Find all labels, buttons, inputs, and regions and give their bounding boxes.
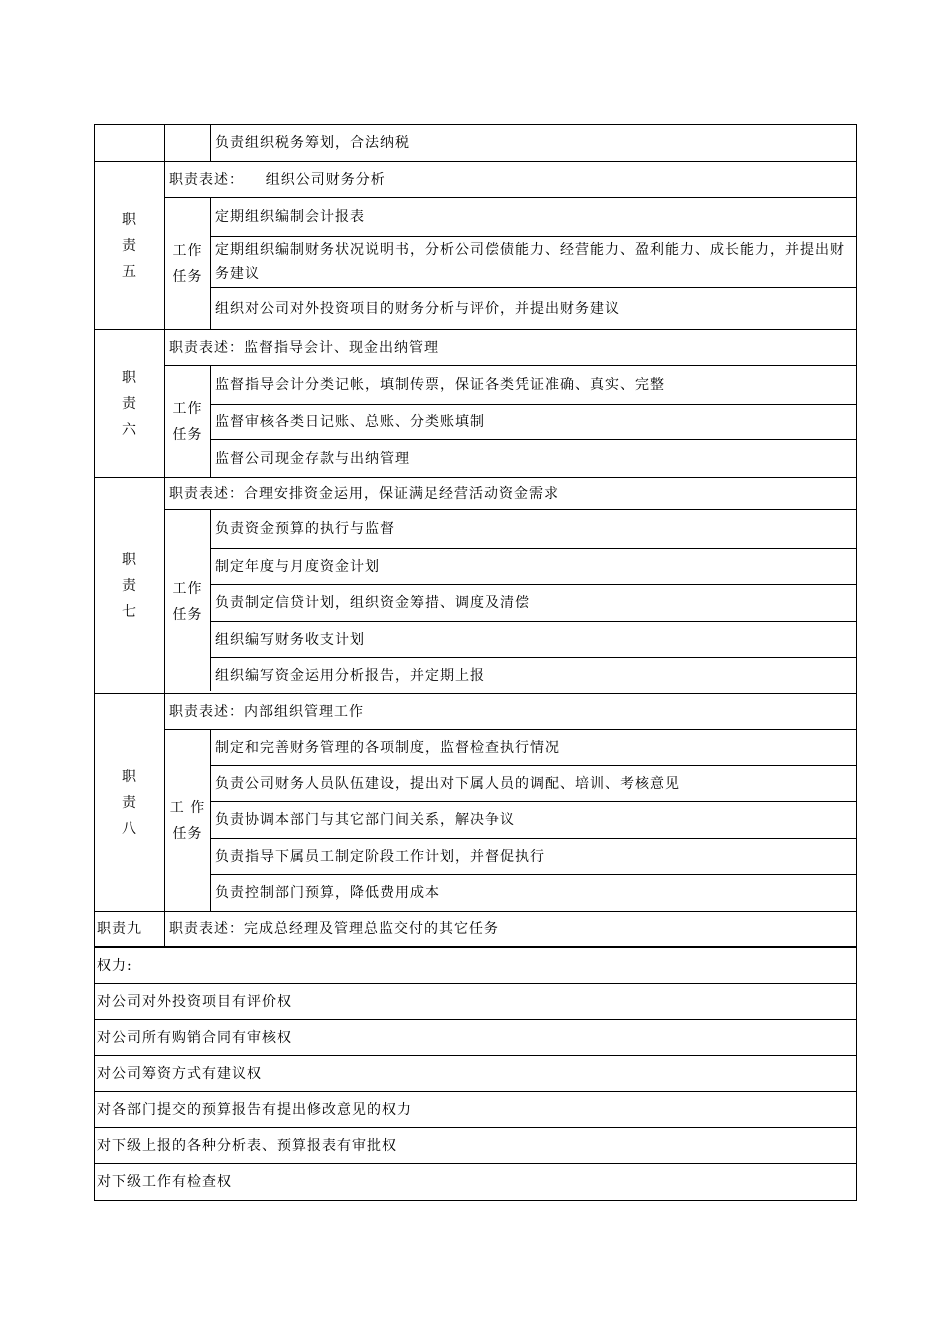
duty7-label-char-3: 七 bbox=[122, 603, 137, 620]
duty8-task-1: 制定和完善财务管理的各项制度，监督检查执行情况 bbox=[215, 739, 560, 756]
duty5-task-3: 组织对公司对外投资项目的财务分析与评价，并提出财务建议 bbox=[215, 300, 620, 317]
power-item-3: 对公司筹资方式有建议权 bbox=[97, 1065, 262, 1082]
duty8-task-label-line-2: 任务 bbox=[172, 825, 203, 842]
duty6-task-1: 监督指导会计分类记帐，填制传票，保证各类凭证准确、真实、完整 bbox=[215, 377, 665, 393]
duty6-label-char-2: 责 bbox=[122, 395, 137, 412]
duty7-task-5: 组织编写资金运用分析报告，并定期上报 bbox=[215, 667, 485, 684]
duty5-task-2: 定期组织编制财务状况说明书，分析公司偿债能力、经营能力、盈利能力、成长能力，并提出财务建议 bbox=[215, 242, 845, 282]
table-border-right bbox=[856, 124, 857, 1201]
power-item-6: 对下级工作有检查权 bbox=[97, 1174, 232, 1190]
duty6-description: 职责表述：监督指导会计、现金出纳管理 bbox=[169, 339, 439, 356]
duty6-label bbox=[95, 330, 164, 477]
duty8-task-label bbox=[165, 730, 210, 911]
power-item-1: 对公司对外投资项目有评价权 bbox=[97, 993, 292, 1010]
duty6-task-label bbox=[165, 366, 210, 477]
duty6-task-label-line-1: 工作 bbox=[172, 400, 203, 417]
powers-header: 权力: bbox=[97, 957, 133, 974]
duty7-task-4: 组织编写财务收支计划 bbox=[215, 631, 365, 648]
duty6-task-3: 监督公司现金存款与出纳管理 bbox=[215, 450, 410, 467]
duty5-task-1: 定期组织编制会计报表 bbox=[215, 209, 365, 225]
duty5-description: 职责表述： 组织公司财务分析 bbox=[169, 171, 386, 188]
duty6-label-char-3: 六 bbox=[122, 421, 137, 438]
duty5-label-char-2: 责 bbox=[122, 237, 137, 254]
duty9-label: 职责九 bbox=[97, 921, 142, 937]
duty5-label-char-3: 五 bbox=[122, 263, 137, 280]
duty7-label-char-2: 责 bbox=[122, 577, 137, 594]
duty6-task-label-line-2: 任务 bbox=[172, 426, 203, 443]
duty7-task-label-line-1: 工作 bbox=[172, 580, 203, 597]
duty7-task-3: 负责制定信贷计划，组织资金筹措、调度及清偿 bbox=[215, 595, 530, 611]
duty8-task-label-line-1: 工 作 bbox=[169, 799, 206, 816]
duty7-label-char-1: 职 bbox=[122, 551, 137, 568]
power-item-2: 对公司所有购销合同有审核权 bbox=[97, 1029, 292, 1046]
duty8-label-char-2: 责 bbox=[122, 794, 137, 811]
table-border-bottom bbox=[94, 1200, 857, 1201]
power-item-4: 对各部门提交的预算报告有提出修改意见的权力 bbox=[97, 1101, 412, 1118]
duty8-task-5: 负责控制部门预算，降低费用成本 bbox=[215, 885, 440, 901]
duty7-description: 职责表述：合理安排资金运用，保证满足经营活动资金需求 bbox=[169, 485, 559, 502]
duty7-task-1: 负责资金预算的执行与监督 bbox=[215, 521, 395, 537]
continuation-task: 负责组织税务筹划，合法纳税 bbox=[215, 135, 410, 151]
duty8-label-char-1: 职 bbox=[122, 768, 137, 785]
duty8-label-char-3: 八 bbox=[122, 820, 137, 837]
duty8-task-3: 负责协调本部门与其它部门间关系，解决争议 bbox=[215, 812, 515, 828]
duty5-task-label bbox=[165, 198, 210, 329]
duty6-label-char-1: 职 bbox=[122, 369, 137, 386]
duty5-task-label-line-1: 工作 bbox=[172, 242, 203, 259]
duty9-description: 职责表述：完成总经理及管理总监交付的其它任务 bbox=[169, 921, 499, 937]
duty5-task-label-line-2: 任务 bbox=[172, 268, 203, 285]
duty8-label bbox=[95, 694, 164, 911]
duty7-label bbox=[95, 478, 164, 693]
duty8-task-4: 负责指导下属员工制定阶段工作计划，并督促执行 bbox=[215, 848, 545, 865]
duty8-description: 职责表述：内部组织管理工作 bbox=[169, 703, 364, 720]
duty6-task-2: 监督审核各类日记账、总账、分类账填制 bbox=[215, 414, 485, 430]
duty7-task-label-line-2: 任务 bbox=[172, 606, 203, 623]
duty7-task-label bbox=[165, 510, 210, 693]
duty8-task-2: 负责公司财务人员队伍建设，提出对下属人员的调配、培训、考核意见 bbox=[215, 775, 680, 792]
power-item-5: 对下级上报的各种分析表、预算报表有审批权 bbox=[97, 1137, 397, 1154]
duty5-label-char-1: 职 bbox=[122, 211, 137, 228]
duty5-label bbox=[95, 162, 164, 329]
duty7-task-2: 制定年度与月度资金计划 bbox=[215, 558, 380, 575]
